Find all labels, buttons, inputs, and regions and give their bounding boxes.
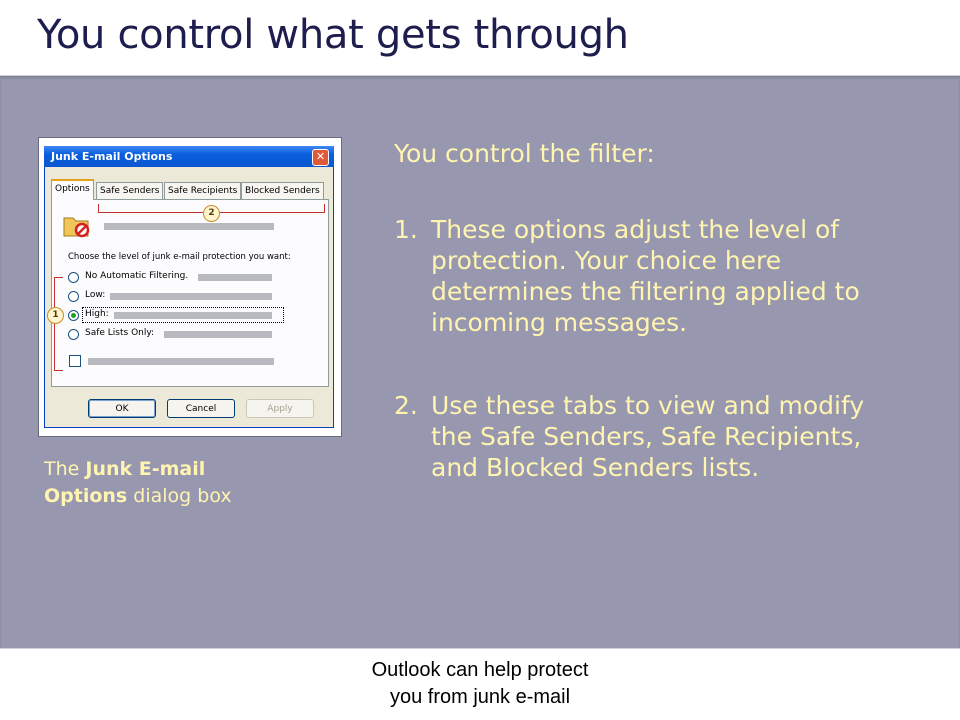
caption-prefix: The xyxy=(44,458,86,480)
placeholder-text-bar xyxy=(164,331,272,338)
option-label: Low: xyxy=(85,290,106,300)
placeholder-text-bar xyxy=(88,358,274,365)
tab-body xyxy=(51,199,329,387)
list-text: Use these tabs to view and modify the Safe Senders, Safe Recipients, and Blocked Senders lists. xyxy=(431,391,865,482)
tab-options[interactable]: Options xyxy=(51,179,94,200)
ok-button[interactable]: OK xyxy=(88,399,156,418)
bracket-options xyxy=(54,277,63,371)
apply-button[interactable]: Apply xyxy=(246,399,314,418)
option-high[interactable] xyxy=(68,309,318,321)
slide-title: You control what gets through xyxy=(37,12,629,58)
junk-folder-blocked-icon xyxy=(62,212,92,238)
radio-button[interactable] xyxy=(68,291,79,302)
placeholder-text-bar xyxy=(104,223,274,230)
callout-1: 1 xyxy=(47,307,64,324)
option-no-filtering[interactable] xyxy=(68,271,318,283)
footer-line-2: you from junk e-mail xyxy=(389,686,571,708)
slide-footer xyxy=(330,657,630,711)
placeholder-text-bar xyxy=(198,274,272,281)
tab-safe-recipients[interactable]: Safe Recipients xyxy=(164,182,241,199)
option-safe-lists-only[interactable] xyxy=(68,328,318,340)
list-number: 2. xyxy=(394,391,418,420)
radio-button[interactable] xyxy=(68,329,79,340)
option-low[interactable] xyxy=(68,290,318,302)
radio-button[interactable] xyxy=(68,272,79,283)
tab-safe-senders[interactable]: Safe Senders xyxy=(96,182,163,199)
close-icon[interactable]: ✕ xyxy=(312,149,329,166)
placeholder-text-bar xyxy=(114,312,272,319)
dialog-title: Junk E-mail Options xyxy=(51,150,173,163)
dialog-titlebar xyxy=(44,146,334,167)
caption-suffix: dialog box xyxy=(127,485,232,507)
protection-prompt: Choose the level of junk e-mail protection you want: xyxy=(68,252,291,262)
list-text: These options adjust the level of protection. Your choice here determines the filtering applied to incoming messages. xyxy=(431,215,860,337)
radio-button[interactable] xyxy=(68,310,79,321)
tab-blocked-senders[interactable]: Blocked Senders xyxy=(241,182,324,199)
cancel-button[interactable]: Cancel xyxy=(167,399,235,418)
list-number: 1. xyxy=(394,215,418,244)
option-label: No Automatic Filtering. xyxy=(85,271,189,281)
screenshot-caption xyxy=(44,456,284,510)
placeholder-text-bar xyxy=(110,293,272,300)
junk-email-options-dialog xyxy=(44,146,334,428)
option-label: High: xyxy=(85,309,109,319)
option-label: Safe Lists Only: xyxy=(85,328,155,338)
caption-dialog-name: Junk E-mail Options xyxy=(44,458,206,507)
callout-2: 2 xyxy=(203,205,220,222)
screenshot-frame xyxy=(38,137,342,437)
footer-line-1: Outlook can help protect xyxy=(371,659,589,681)
checkbox[interactable] xyxy=(69,355,81,367)
intro-text: You control the filter: xyxy=(394,139,655,168)
